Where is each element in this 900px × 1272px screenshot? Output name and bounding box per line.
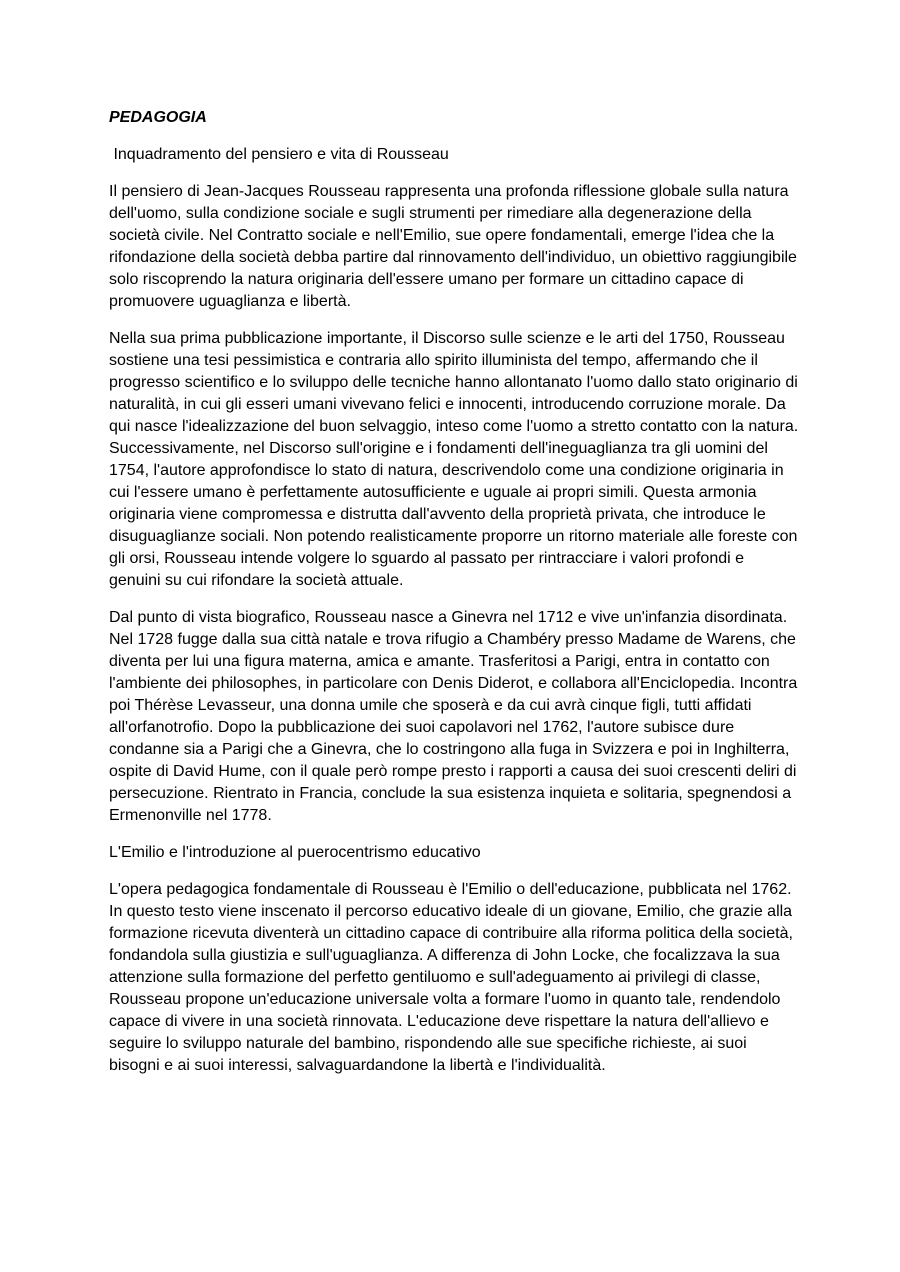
section-heading-emilio: L'Emilio e l'introduzione al puerocentrismo educativo (109, 844, 481, 861)
document-title: PEDAGOGIA (109, 109, 207, 126)
section-heading-rousseau-life: Inquadramento del pensiero e vita di Rousseau (109, 146, 449, 163)
paragraph: L'opera pedagogica fondamentale di Rousseau è l'Emilio o dell'educazione, pubblicata nel 1762. In questo testo viene inscenato il percorso educativo ideale di un giovane, Emilio, che grazie alla formazione ricevuta diventerà un cittadino capace di contribuire alla riforma politica della società, fondandola sulla giustizia e sull'uguaglianza. A differenza di John Locke, che focalizzava la sua attenzione sulla formazione del perfetto gentiluomo e sull'adeguamento ai privilegi di classe, Rousseau propone un'educazione universale volta a formare l'uomo in quanto tale, rendendolo capace di vivere in una società rinnovata. L'educazione deve rispettare la natura dell'allievo e seguire lo sviluppo naturale del bambino, rispondendo alle sue specifiche richieste, ai suoi bisogni e ai suoi interessi, salvaguardandone la libertà e l'individualità. (109, 881, 793, 1074)
paragraph: Dal punto di vista biografico, Rousseau nasce a Ginevra nel 1712 e vive un'infanzia disordinata. Nel 1728 fugge dalla sua città natale e trova rifugio a Chambéry presso Madame de Warens, che diventa per lui una figura materna, amica e amante. Trasferitosi a Parigi, entra in contatto con l'ambiente dei philosophes, in particolare con Denis Diderot, e collabora all'Enciclopedia. Incontra poi Thérèse Levasseur, una donna umile che sposerà e da cui avrà cinque figli, tutti affidati all'orfanotrofio. Dopo la pubblicazione dei suoi capolavori nel 1762, l'autore subisce dure condanne sia a Parigi che a Ginevra, che lo costringono alla fuga in Svizzera e poi in Inghilterra, ospite di David Hume, con il quale però rompe presto i rapporti a causa dei suoi crescenti deliri di persecuzione. Rientrato in Francia, conclude la sua esistenza inquieta e solitaria, spegnendosi a Ermenonville nel 1778. (109, 609, 798, 824)
paragraph: Nella sua prima pubblicazione importante, il Discorso sulle scienze e le arti del 1750, Rousseau sostiene una tesi pessimistica e contraria allo spirito illuminista del tempo, affermando che il progresso scientifico e lo sviluppo delle tecniche hanno allontanato l'uomo dallo stato originario di naturalità, in cui gli esseri umani vivevano felici e innocenti, introducendo corruzione morale. Da qui nasce l'idealizzazione del buon selvaggio, inteso come l'uomo a stretto contatto con la natura. Successivamente, nel Discorso sull'origine e i fondamenti dell'ineguaglianza tra gli uomini del 1754, l'autore approfondisce lo stato di natura, descrivendolo come una condizione originaria in cui l'essere umano è perfettamente autosufficiente e uguale ai propri simili. Questa armonia originaria viene compromessa e distrutta dall'avvento della proprietà privata, che introduce le disuguaglianze sociali. Non potendo realisticamente proporre un ritorno materiale alle foreste con gli orsi, Rousseau intende volgere lo sguardo al passato per rintracciare i valori profondi e genuini su cui rifondare la società attuale. (109, 330, 799, 589)
document-page (109, 107, 799, 1092)
paragraph: Il pensiero di Jean-Jacques Rousseau rappresenta una profonda riflessione globale sulla natura dell'uomo, sulla condizione sociale e sugli strumenti per rimediare alla degenerazione della società civile. Nel Contratto sociale e nell'Emilio, sue opere fondamentali, emerge l'idea che la rifondazione della società debba partire dal rinnovamento dell'individuo, un obiettivo raggiungibile solo riscoprendo la natura originaria dell'essere umano per formare un cittadino capace di promuovere uguaglianza e libertà. (109, 183, 797, 310)
